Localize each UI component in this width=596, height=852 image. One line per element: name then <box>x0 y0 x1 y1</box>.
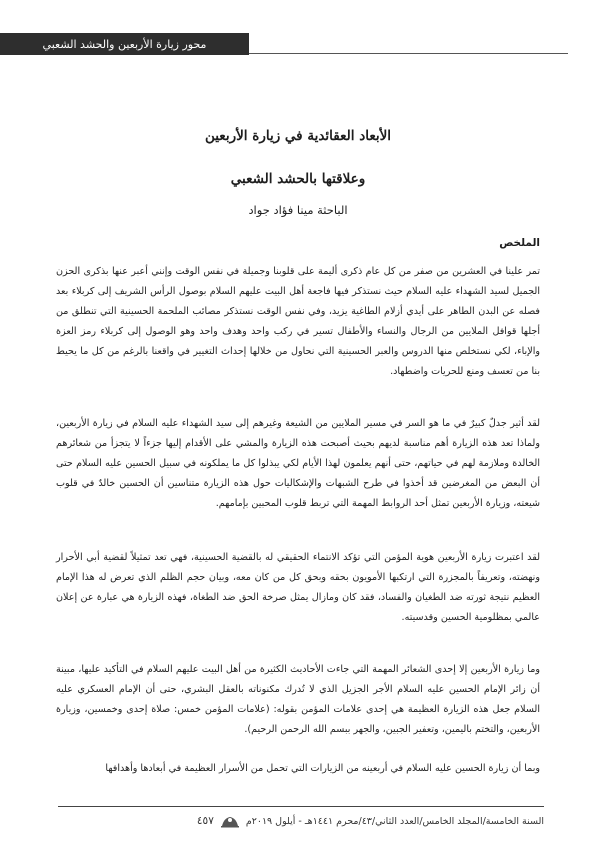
abstract-heading: الملخص <box>499 237 540 249</box>
abstract-paragraph-5: وبما أن زيارة الحسين عليه السلام في أربعينه من الزيارات التي تحمل من الأسرار العظيمة في أبعادها وأهدافها <box>105 763 540 774</box>
article-subtitle: وعلاقتها بالحشد الشعبي <box>230 171 366 187</box>
abstract-paragraph-4: وما زيارة الأربعين إلا إحدى الشعائر المهمة التي جاءت الأحاديث الكثيرة من أهل البيت عليهم السلام في التأكيد عليها، مبينة أن زائر الإمام الحسين عليه السلام الأجر الجزيل الذي لا تُدرك مكنوناته بالعقل البشري، حتى أن الإمام العسكري عليه السلام جعل هذه الزيارة العظيمة هي إحدى علامات المؤمن بقوله: (علامات المؤمن خمس: صلاة إحدى وخمسين، وزيارة الأربعين، والتختم باليمين، وتعفير الجبين، والجهر ببسم الله الرحمن الرحيم). <box>56 664 540 735</box>
abstract-paragraph-1: تمر علينا في العشرين من صفر من كل عام ذكرى أليمة على قلوبنا وجميلة في نفس الوقت وإنني أعبر عنها بذكرى الحزن الجميل لسيد الشهداء عليه السلام حيث نستذكر فيها فاجعة أهل البيت عليهم السلام بوصول الرأس الشريف إلى كربلاء بعد فصله عن البدن الطاهر على أيدي أزلام الطاغية يزيد، وفي نفس الوقت نستذكر مصائب الملحمة الحسينية التي تنطلق من أجلها قوافل الملايين من الرجال والنساء والأطفال تسير في ركب واحد وهدف واحد وهو الوصول إلى كربلاء رمز العزة والإباء، لكي نستخلص منها الدروس والعبر الحسينية التي نحاول من خلالها إحداث التغيير في واقعنا بالرغم من كل ما يحيط بنا من تعسف ومنع للحريات واضطهاد. <box>56 266 540 377</box>
section-title: محور زيارة الأربعين والحشد الشعبي <box>42 37 207 51</box>
journal-info: السنة الخامسة/المجلد الخامس/العدد الثاني/٤٣/محرم ١٤٤١هـ - أيلول ٢٠١٩م <box>245 815 544 827</box>
author-name: الباحثة مينا فؤاد جواد <box>248 203 348 217</box>
section-header-bar <box>0 33 249 55</box>
footer-divider <box>58 806 544 807</box>
article-title: الأبعاد العقائدية في زيارة الأربعين <box>204 128 392 144</box>
page-footer <box>58 812 544 830</box>
header-divider <box>249 53 568 54</box>
journal-logo-icon <box>220 814 240 828</box>
page-number: ٤٥٧ <box>196 815 214 827</box>
abstract-paragraph-3: لقد اعتبرت زيارة الأربعين هوية المؤمن التي تؤكد الانتماء الحقيقي له بالقضية الحسينية، فهي تعد تمثيلاً لقضية أبي الأحرار ونهضته، وتعريفاً بالمجزرة التي ارتكبها الأمويون بحقه وبحق كل من كان معه، وبيان حجم الظلم الذي تعرض له هذا الإمام العظيم نتيجة ثورته ضد الطغيان والفساد، فقد كان ومازال يمثل صرخة الحق ضد الطغاة، فهذه الزيارة هي عبارة عن إعلان عالمي بمظلومية الحسين وقدسيته. <box>56 552 540 623</box>
abstract-paragraph-2: لقد أثير جدلٌ كبيرٌ في ما هو السر في مسير الملايين من الشيعة وغيرهم إلى سيد الشهداء عليه السلام في زيارة الأربعين، ولماذا تعد هذه الزيارة أهم مناسبة لديهم بحيث أصبحت هذه الزيارة والمشي على الأقدام إليها جزءاً لا يتجزأ من شعائرهم الخالدة وملازمة لهم في حياتهم، حتى أنهم يعلمون لهذا الأيام لكي يبذلوا كل ما يملكونه في سبيل الحسين عليه السلام حتى أن البعض من المغرضين قد أخذوا في طرح الشبهات والإشكاليات حول هذه الزيارة متناسين أن الحسين خالدٌ في قلوب شيعته، وزيارة الأربعين تمثل أحد الروابط المهمة التي تربط قلوب المحبين بإمامهم. <box>56 418 540 509</box>
